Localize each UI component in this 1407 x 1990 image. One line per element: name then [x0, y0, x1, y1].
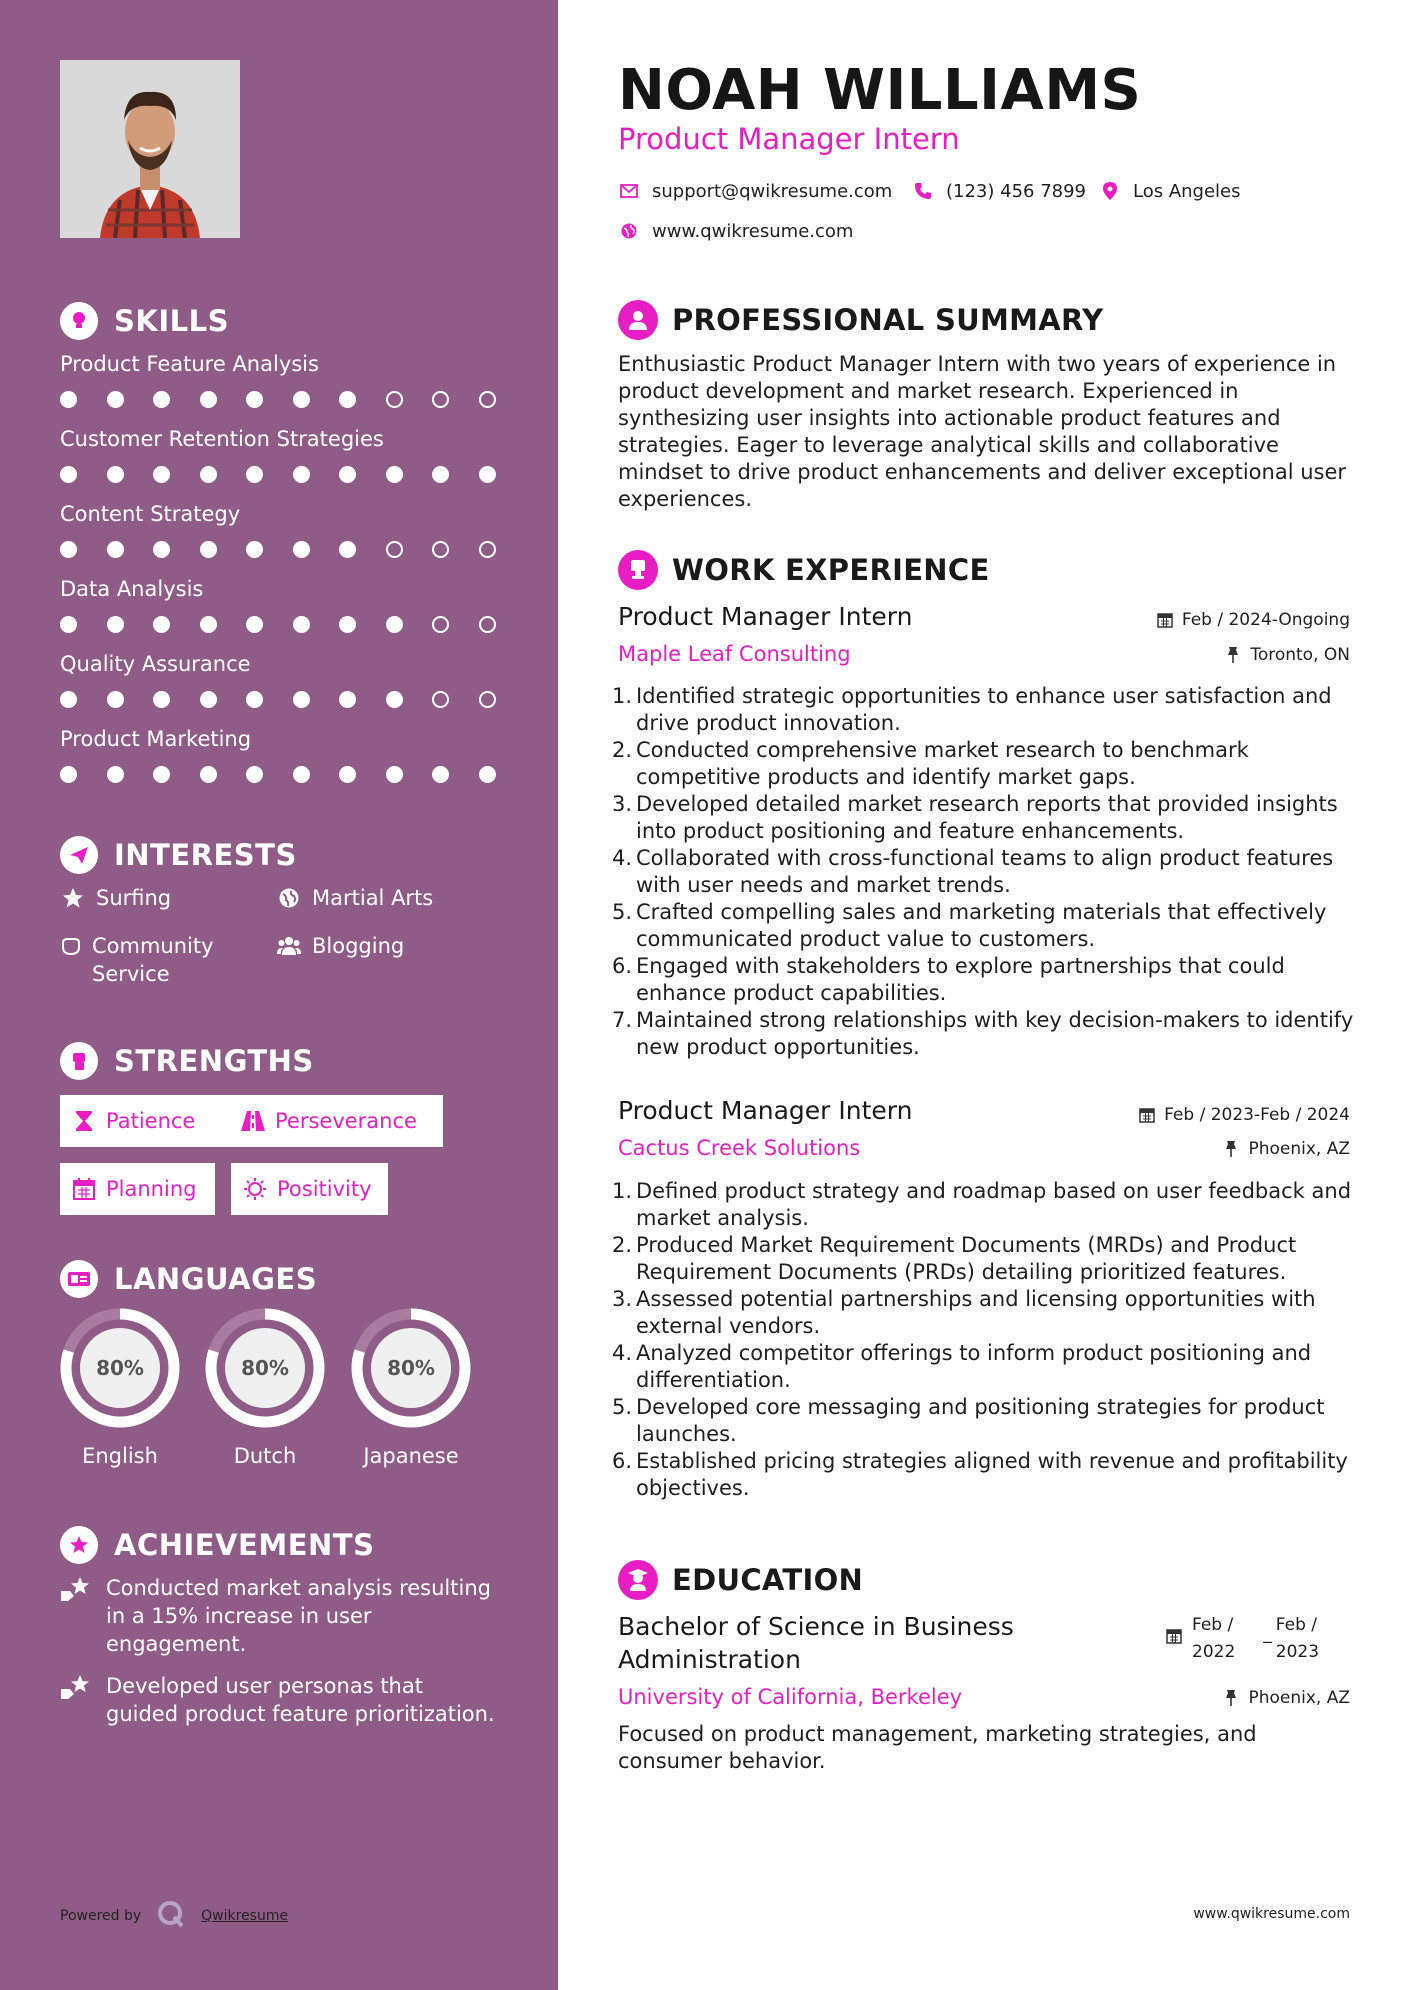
- interests-heading: [60, 836, 297, 874]
- strengths-heading: [60, 1042, 314, 1080]
- education-dates: [1166, 1612, 1319, 1666]
- achievement-item: [60, 1672, 500, 1728]
- rating-dot-filled: [60, 466, 77, 483]
- sun-icon: [243, 1177, 267, 1201]
- languages-title: LANGUAGES: [114, 1262, 318, 1296]
- interest-item: [276, 932, 404, 960]
- calendar-icon: [72, 1177, 96, 1201]
- achievement-item: [60, 1574, 500, 1658]
- skill-name: Data Analysis: [60, 577, 204, 601]
- rating-dot-filled: [293, 616, 310, 633]
- language-progress-ring: [203, 1306, 327, 1430]
- job-bullets: [612, 1178, 1357, 1502]
- bullet-number: 5.: [612, 1395, 633, 1419]
- job-dates: [1138, 1105, 1350, 1125]
- rating-dot-filled: [200, 391, 217, 408]
- interest-label: Blogging: [312, 934, 405, 958]
- interest-item: [60, 932, 260, 988]
- rating-dot-filled: [107, 541, 124, 558]
- education-description: Focused on product management, marketing strategies, and consumer behavior.: [618, 1722, 1257, 1773]
- job-bullet: [612, 1232, 1357, 1286]
- language-icon: [60, 1260, 98, 1298]
- job-bullets: [612, 683, 1357, 1061]
- rating-dot-filled: [432, 766, 449, 783]
- achievements-title: ACHIEVEMENTS: [114, 1528, 375, 1562]
- bullet-text: Conducted comprehensive market research to benchmark competitive products and identify market gaps.: [636, 738, 1249, 789]
- rating-dot-filled: [386, 766, 403, 783]
- rating-dot-filled: [246, 541, 263, 558]
- rating-dot-filled: [200, 466, 217, 483]
- rating-dot-filled: [60, 616, 77, 633]
- education-school: University of California, Berkeley: [618, 1685, 963, 1709]
- bullet-text: Assessed potential partnerships and licensing opportunities with external vendors.: [636, 1287, 1316, 1338]
- rating-dot-filled: [339, 691, 356, 708]
- bullet-number: 3.: [612, 1287, 633, 1311]
- language-name: English: [82, 1444, 158, 1468]
- bullet-number: 1.: [612, 684, 633, 708]
- bullet-number: 2.: [612, 1233, 633, 1257]
- rating-dot-filled: [479, 466, 496, 483]
- date-separator: _: [1263, 1624, 1272, 1644]
- interest-label: Surfing: [96, 886, 172, 910]
- job-bullet: [612, 683, 1357, 737]
- rating-dot-filled: [386, 466, 403, 483]
- rating-dot-filled: [293, 391, 310, 408]
- strength-badge: [60, 1163, 215, 1215]
- rating-dot-filled: [246, 466, 263, 483]
- pushpin-icon: [1222, 1689, 1240, 1707]
- contact-phone[interactable]: [912, 180, 1086, 202]
- job-bullet: [612, 845, 1357, 899]
- education-location-text: Phoenix, AZ: [1248, 1688, 1350, 1708]
- rating-dot-filled: [153, 766, 170, 783]
- rating-dot-filled: [293, 766, 310, 783]
- rating-dot-filled: [246, 391, 263, 408]
- globe-icon: [276, 884, 302, 912]
- skill-name: Customer Retention Strategies: [60, 427, 384, 451]
- languages-heading: [60, 1260, 317, 1298]
- experience-heading: [618, 550, 990, 590]
- candidate-role: Product Manager Intern: [618, 122, 960, 156]
- education-end-year: 2023: [1275, 1642, 1320, 1662]
- rating-dot-filled: [246, 616, 263, 633]
- bullet-text: Developed core messaging and positioning strategies for product launches.: [636, 1395, 1325, 1446]
- briefcase-icon: [618, 550, 658, 590]
- rating-dot-filled: [339, 616, 356, 633]
- rating-dot-filled: [153, 391, 170, 408]
- language-percent: 80%: [387, 1356, 435, 1380]
- envelope-icon: [618, 180, 640, 202]
- location-text: Los Angeles: [1133, 180, 1241, 202]
- strength-badge: [231, 1163, 388, 1215]
- calendar-icon: [1138, 1106, 1156, 1124]
- user-icon: [618, 300, 658, 340]
- job-bullet: [612, 953, 1357, 1007]
- job-location: [1222, 1139, 1350, 1159]
- rating-dot-filled: [339, 541, 356, 558]
- powered-by-label: Powered by: [60, 1908, 142, 1924]
- job-bullet: [612, 1286, 1357, 1340]
- map-pin-icon: [1099, 180, 1121, 202]
- contact-website[interactable]: [618, 220, 853, 242]
- candidate-name: NOAH WILLIAMS: [618, 58, 1142, 123]
- job-dates-text: Feb / 2024-Ongoing: [1181, 610, 1350, 630]
- language-name: Dutch: [233, 1444, 297, 1468]
- language-percent: 80%: [241, 1356, 289, 1380]
- achievement-text: Developed user personas that guided product feature prioritization.: [106, 1674, 495, 1726]
- bullet-text: Analyzed competitor offerings to inform product positioning and differentiation.: [636, 1341, 1312, 1392]
- achievement-text: Conducted market analysis resulting in a 15% increase in user engagement.: [106, 1576, 491, 1656]
- star-icon: [60, 884, 86, 912]
- education-start: [1192, 1612, 1235, 1666]
- strength-badge: [229, 1095, 443, 1147]
- calendar-icon: [1156, 611, 1174, 629]
- rating-dot-filled: [153, 691, 170, 708]
- brand-link[interactable]: Qwikresume: [201, 1908, 289, 1924]
- skills-heading: [60, 302, 229, 340]
- language-name: Japanese: [363, 1444, 459, 1468]
- job-company: Maple Leaf Consulting: [618, 642, 851, 666]
- rating-dot-filled: [386, 616, 403, 633]
- job-bullet: [612, 1340, 1357, 1394]
- education-end: [1276, 1612, 1319, 1666]
- skill-name: Product Feature Analysis: [60, 352, 319, 376]
- language-percent: 80%: [96, 1356, 144, 1380]
- rating-dot-filled: [432, 466, 449, 483]
- education-degree: Bachelor of Science in Business Administration: [618, 1612, 1014, 1674]
- contact-location: [1099, 180, 1241, 202]
- users-icon: [276, 932, 302, 960]
- graduation-icon: [618, 1560, 658, 1600]
- skill-name: Product Marketing: [60, 727, 252, 751]
- job-bullet: [612, 1007, 1357, 1061]
- rating-dot-filled: [60, 541, 77, 558]
- skill-rating: [60, 466, 525, 483]
- main-content: [558, 0, 1407, 1990]
- bullet-text: Identified strategic opportunities to enhance user satisfaction and drive product innovation.: [636, 684, 1332, 735]
- rating-dot-filled: [200, 616, 217, 633]
- rating-dot-filled: [293, 541, 310, 558]
- education-location: [1222, 1688, 1350, 1708]
- rating-dot-empty: [479, 541, 496, 558]
- rating-dot-filled: [107, 766, 124, 783]
- bullet-text: Crafted compelling sales and marketing materials that effectively communicated product value to customers.: [636, 900, 1327, 951]
- achievements-heading: [60, 1526, 374, 1564]
- interest-label: Martial Arts: [312, 886, 434, 910]
- skill-rating: [60, 391, 525, 408]
- rating-dot-filled: [153, 466, 170, 483]
- experience-title: WORK EXPERIENCE: [672, 553, 990, 587]
- paper-plane-icon: [60, 836, 98, 874]
- job-location: [1224, 645, 1350, 665]
- bullet-number: 7.: [612, 1008, 633, 1032]
- job-dates-text: Feb / 2023-Feb / 2024: [1164, 1105, 1350, 1125]
- job-bullet: [612, 737, 1357, 791]
- job-company: Cactus Creek Solutions: [618, 1136, 861, 1160]
- strength-label: Perseverance: [275, 1109, 417, 1133]
- phone-icon: [912, 180, 934, 202]
- hand-icon: [60, 932, 82, 960]
- rating-dot-filled: [60, 691, 77, 708]
- education-start-month: Feb /: [1192, 1615, 1234, 1635]
- skill-rating: [60, 616, 525, 633]
- rating-dot-filled: [200, 766, 217, 783]
- skill-rating: [60, 766, 525, 783]
- pushpin-icon: [1222, 1140, 1240, 1158]
- rating-dot-empty: [432, 616, 449, 633]
- email-text: support@qwikresume.com: [652, 180, 893, 202]
- skill-rating: [60, 691, 525, 708]
- contact-email[interactable]: [618, 180, 892, 202]
- rating-dot-empty: [432, 691, 449, 708]
- bullet-text: Defined product strategy and roadmap based on user feedback and market analysis.: [636, 1179, 1352, 1230]
- bullet-text: Produced Market Requirement Documents (MRDs) and Product Requirement Documents (PRDs) detailing prioritized features.: [636, 1233, 1297, 1284]
- interest-item: [60, 884, 171, 912]
- rating-dot-filled: [107, 466, 124, 483]
- language-progress-ring: [58, 1306, 182, 1430]
- job-location-text: Toronto, ON: [1250, 645, 1350, 665]
- skill-name: Content Strategy: [60, 502, 241, 526]
- rating-dot-empty: [479, 691, 496, 708]
- bullet-number: 3.: [612, 792, 633, 816]
- bullet-text: Developed detailed market research reports that provided insights into product positioning and feature enhancements.: [636, 792, 1338, 843]
- footer-website[interactable]: www.qwikresume.com: [1193, 1906, 1350, 1922]
- job-title: Product Manager Intern: [618, 602, 913, 631]
- rating-dot-filled: [386, 691, 403, 708]
- bullet-number: 6.: [612, 1449, 633, 1473]
- job-dates: [1156, 610, 1350, 630]
- rating-dot-filled: [153, 541, 170, 558]
- bullet-text: Collaborated with cross-functional teams to align product features with user needs and market trends.: [636, 846, 1334, 897]
- rating-dot-filled: [339, 391, 356, 408]
- interests-title: INTERESTS: [114, 838, 297, 872]
- rating-dot-filled: [479, 766, 496, 783]
- bullet-text: Established pricing strategies aligned with revenue and profitability objectives.: [636, 1449, 1348, 1500]
- rating-dot-filled: [293, 466, 310, 483]
- rating-dot-filled: [339, 466, 356, 483]
- job-title: Product Manager Intern: [618, 1096, 913, 1125]
- skill-rating: [60, 541, 525, 558]
- globe-icon: [618, 220, 640, 242]
- pushpin-icon: [1224, 646, 1242, 664]
- rating-dot-filled: [293, 691, 310, 708]
- skills-title: SKILLS: [114, 304, 229, 338]
- rating-dot-empty: [386, 391, 403, 408]
- rating-dot-filled: [200, 691, 217, 708]
- job-bullet: [612, 791, 1357, 845]
- rating-dot-filled: [246, 766, 263, 783]
- strength-label: Planning: [106, 1177, 197, 1201]
- bullet-text: Engaged with stakeholders to explore partnerships that could enhance product capabilities.: [636, 954, 1285, 1005]
- strength-badge: [60, 1095, 230, 1147]
- strength-label: Patience: [106, 1109, 196, 1133]
- skill-name: Quality Assurance: [60, 652, 251, 676]
- qwikresume-logo-icon: [157, 1900, 185, 1932]
- job-bullet: [612, 1448, 1357, 1502]
- rating-dot-filled: [246, 691, 263, 708]
- rating-dot-filled: [107, 616, 124, 633]
- rating-dot-filled: [107, 391, 124, 408]
- education-start-year: 2022: [1192, 1642, 1236, 1662]
- summary-title: PROFESSIONAL SUMMARY: [672, 303, 1104, 337]
- fist-icon: [60, 1042, 98, 1080]
- rating-dot-empty: [386, 541, 403, 558]
- job-bullet: [612, 899, 1357, 953]
- education-title: EDUCATION: [672, 1563, 864, 1597]
- bullet-text: Maintained strong relationships with key decision-makers to identify new product opportunities.: [636, 1008, 1354, 1059]
- rating-dot-filled: [60, 391, 77, 408]
- bullet-number: 1.: [612, 1179, 633, 1203]
- rating-dot-empty: [432, 541, 449, 558]
- job-bullet: [612, 1178, 1357, 1232]
- language-progress-ring: [349, 1306, 473, 1430]
- job-location-text: Phoenix, AZ: [1248, 1139, 1350, 1159]
- powered-by: [60, 1900, 288, 1932]
- interest-label: Community Service: [92, 934, 214, 986]
- rating-dot-empty: [432, 391, 449, 408]
- strength-label: Positivity: [277, 1177, 372, 1201]
- rating-dot-filled: [107, 691, 124, 708]
- strengths-title: STRENGTHS: [114, 1044, 314, 1078]
- bullet-number: 2.: [612, 738, 633, 762]
- bullet-number: 4.: [612, 846, 633, 870]
- star-hand-icon: [60, 1672, 94, 1702]
- hourglass-icon: [72, 1109, 96, 1133]
- rating-dot-filled: [60, 766, 77, 783]
- interest-item: [276, 884, 433, 912]
- rating-dot-filled: [339, 766, 356, 783]
- star-hand-icon: [60, 1574, 94, 1604]
- profile-photo: [60, 60, 240, 238]
- rating-dot-empty: [479, 616, 496, 633]
- bullet-number: 5.: [612, 900, 633, 924]
- bullet-number: 6.: [612, 954, 633, 978]
- rating-dot-filled: [200, 541, 217, 558]
- website-text: www.qwikresume.com: [652, 220, 854, 242]
- rating-dot-empty: [479, 391, 496, 408]
- rating-dot-filled: [153, 616, 170, 633]
- bullet-number: 4.: [612, 1341, 633, 1365]
- sidebar: [0, 0, 558, 1990]
- star-badge-icon: [60, 1526, 98, 1564]
- road-icon: [241, 1109, 265, 1133]
- phone-text: (123) 456 7899: [946, 180, 1087, 202]
- job-bullet: [612, 1394, 1357, 1448]
- summary-text: Enthusiastic Product Manager Intern with two years of experience in product development and market research. Experienced in synthesizing user insights into actionable product features and strategies. Eager to leverage analytical skills and collaborative mindset to drive product enhancements and deliver exceptional user experiences.: [618, 352, 1347, 511]
- education-heading: [618, 1560, 863, 1600]
- calendar-icon: [1166, 1628, 1182, 1649]
- summary-heading: [618, 300, 1103, 340]
- lightbulb-icon: [60, 302, 98, 340]
- education-end-month: Feb /: [1275, 1615, 1317, 1635]
